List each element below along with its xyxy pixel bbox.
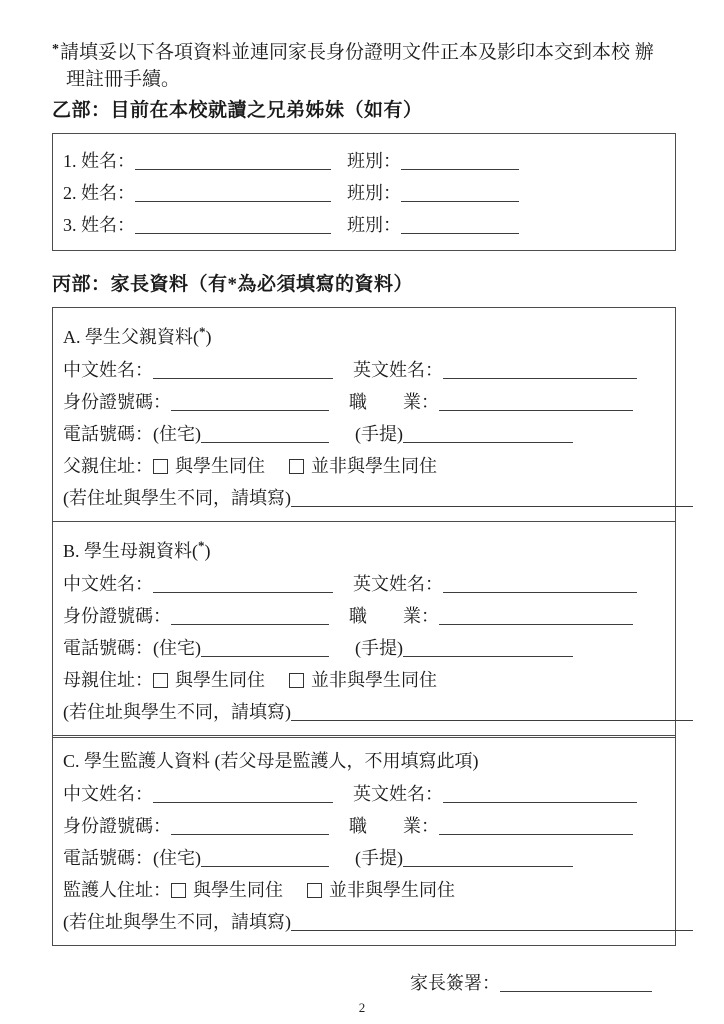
guardian-chinese-name-blank[interactable] — [153, 787, 333, 803]
parents-box — [52, 307, 676, 946]
id-number-label: 身份證號碼： — [63, 392, 171, 412]
mother-name-row — [63, 573, 661, 596]
father-id-row — [63, 391, 661, 414]
mother-home-phone-blank[interactable] — [201, 641, 329, 657]
mother-phone-row — [63, 637, 661, 660]
page-number: 2 — [358, 1000, 366, 1015]
chinese-name-label: 中文姓名： — [63, 574, 153, 594]
chinese-name-label: 中文姓名： — [63, 784, 153, 804]
guardian-mobile-phone-blank[interactable] — [403, 851, 573, 867]
father-required-asterisk: * — [199, 324, 206, 339]
phone-mobile-label: (手提) — [355, 638, 403, 658]
mother-live-with-checkbox[interactable] — [153, 673, 168, 688]
sibling-1-name-blank[interactable] — [135, 154, 331, 170]
id-number-label: 身份證號碼： — [63, 606, 171, 626]
phone-home-label: 電話號碼：(住宅) — [63, 848, 201, 868]
father-live-with-checkbox[interactable] — [153, 459, 168, 474]
mother-occupation-blank[interactable] — [439, 609, 633, 625]
live-with-label: 與學生同住 — [175, 456, 265, 476]
guardian-address-row — [63, 879, 661, 902]
english-name-label: 英文姓名： — [353, 360, 443, 380]
phone-home-label: 電話號碼：(住宅) — [63, 638, 201, 658]
if-different-label: (若住址與學生不同，請填寫) — [63, 488, 291, 508]
father-mobile-phone-blank[interactable] — [403, 427, 573, 443]
chinese-name-label: 中文姓名： — [63, 360, 153, 380]
father-phone-row — [63, 423, 661, 446]
father-address-row — [63, 455, 661, 478]
father-title-close: ) — [205, 327, 212, 347]
name-label: 姓名： — [81, 215, 135, 235]
sibling-row-1 — [63, 150, 665, 173]
father-id-blank[interactable] — [171, 395, 329, 411]
father-occupation-blank[interactable] — [439, 395, 633, 411]
sibling-2-number: 2. — [63, 183, 77, 203]
intro-line-2: 理註冊手續。 — [66, 69, 181, 90]
english-name-label: 英文姓名： — [353, 784, 443, 804]
father-section-title — [63, 320, 661, 349]
signature-row — [410, 972, 676, 995]
mother-section-title — [63, 534, 661, 563]
mother-mobile-phone-blank[interactable] — [403, 641, 573, 657]
father-chinese-name-blank[interactable] — [153, 363, 333, 379]
not-live-with-label: 並非與學生同住 — [329, 880, 455, 900]
sibling-row-2 — [63, 182, 665, 205]
father-section — [53, 308, 675, 521]
name-label: 姓名： — [81, 183, 135, 203]
sibling-3-name-blank[interactable] — [135, 218, 331, 234]
sibling-3-class-blank[interactable] — [401, 218, 519, 234]
sibling-2-class-blank[interactable] — [401, 186, 519, 202]
guardian-not-live-with-checkbox[interactable] — [307, 883, 322, 898]
signature-label: 家長簽署： — [410, 973, 500, 993]
sibling-1-class-blank[interactable] — [401, 154, 519, 170]
phone-mobile-label: (手提) — [355, 848, 403, 868]
intro-line-1 — [52, 36, 676, 66]
not-live-with-label: 並非與學生同住 — [311, 670, 437, 690]
mother-chinese-name-blank[interactable] — [153, 577, 333, 593]
sibling-2-name-blank[interactable] — [135, 186, 331, 202]
intro-note — [52, 36, 676, 93]
guardian-other-address-row — [63, 911, 661, 934]
guardian-home-phone-blank[interactable] — [201, 851, 329, 867]
english-name-label: 英文姓名： — [353, 574, 443, 594]
guardian-english-name-blank[interactable] — [443, 787, 637, 803]
mother-address-row — [63, 669, 661, 692]
mother-english-name-blank[interactable] — [443, 577, 637, 593]
father-title-text: A. 學生父親資料( — [63, 327, 199, 347]
not-live-with-label: 並非與學生同住 — [311, 456, 437, 476]
guardian-id-blank[interactable] — [171, 819, 329, 835]
guardian-section — [53, 735, 675, 945]
guardian-id-row — [63, 815, 661, 838]
guardian-name-row — [63, 783, 661, 806]
guardian-live-with-checkbox[interactable] — [171, 883, 186, 898]
mother-title-close: ) — [204, 541, 211, 561]
father-english-name-blank[interactable] — [443, 363, 637, 379]
id-number-label: 身份證號碼： — [63, 816, 171, 836]
mother-other-address-row — [63, 701, 661, 724]
sibling-row-3 — [63, 214, 665, 237]
father-address-blank[interactable] — [291, 491, 693, 507]
father-not-live-with-checkbox[interactable] — [289, 459, 304, 474]
mother-title-text: B. 學生母親資料( — [63, 541, 198, 561]
mother-not-live-with-checkbox[interactable] — [289, 673, 304, 688]
father-name-row — [63, 359, 661, 382]
if-different-label: (若住址與學生不同，請填寫) — [63, 912, 291, 932]
mother-id-blank[interactable] — [171, 609, 329, 625]
father-home-phone-blank[interactable] — [201, 427, 329, 443]
occupation-label: 職 業： — [349, 606, 439, 626]
live-with-label: 與學生同住 — [175, 670, 265, 690]
mother-section — [53, 521, 675, 735]
mother-required-asterisk: * — [198, 538, 205, 553]
class-label: 班別： — [347, 215, 401, 235]
mother-address-blank[interactable] — [291, 705, 693, 721]
phone-mobile-label: (手提) — [355, 424, 403, 444]
mother-id-row — [63, 605, 661, 628]
signature-blank[interactable] — [500, 976, 652, 992]
class-label: 班別： — [347, 183, 401, 203]
father-address-label: 父親住址： — [63, 456, 153, 476]
if-different-label: (若住址與學生不同，請填寫) — [63, 702, 291, 722]
sibling-1-number: 1. — [63, 151, 77, 171]
live-with-label: 與學生同住 — [193, 880, 283, 900]
father-other-address-row — [63, 487, 661, 510]
part-b-heading: 乙部：目前在本校就讀之兄弟姊妹（如有） — [52, 100, 423, 121]
occupation-label: 職 業： — [349, 392, 439, 412]
guardian-section-title: C. 學生監護人資料 (若父母是監護人，不用填寫此項) — [63, 751, 479, 771]
required-asterisk: * — [52, 42, 59, 57]
guardian-address-label: 監護人住址： — [63, 880, 171, 900]
part-c-heading: 丙部：家長資料（有*為必須填寫的資料） — [52, 274, 414, 295]
intro-line-1-text: 請填妥以下各項資料並連同家長身份證明文件正本及影印本交到本校 辦 — [60, 42, 654, 63]
sibling-3-number: 3. — [63, 215, 77, 235]
name-label: 姓名： — [81, 151, 135, 171]
phone-home-label: 電話號碼：(住宅) — [63, 424, 201, 444]
guardian-phone-row — [63, 847, 661, 870]
guardian-address-blank[interactable] — [291, 915, 693, 931]
siblings-box — [52, 133, 676, 251]
mother-address-label: 母親住址： — [63, 670, 153, 690]
class-label: 班別： — [347, 151, 401, 171]
guardian-occupation-blank[interactable] — [439, 819, 633, 835]
occupation-label: 職 業： — [349, 816, 439, 836]
